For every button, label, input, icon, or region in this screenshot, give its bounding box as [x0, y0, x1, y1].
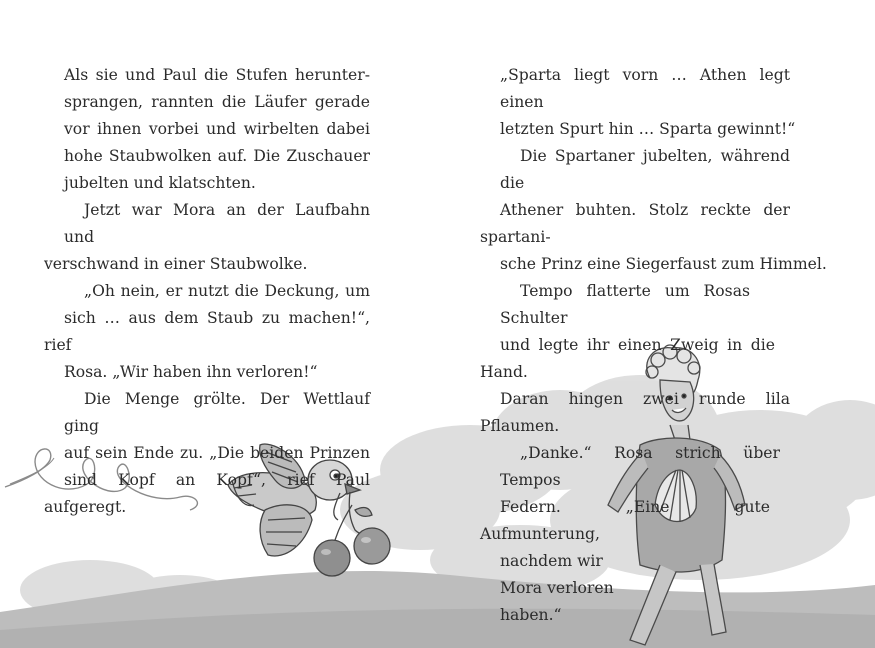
- text-line: sich … aus dem Staub zu machen!“, rief: [44, 309, 370, 354]
- text-line: Tempo flatterte um Rosas Schulter: [500, 282, 750, 327]
- text-line: Die Spartaner jubelten, während die: [500, 147, 790, 192]
- paragraph: [44, 197, 370, 278]
- text-line: „Danke.“ Rosa strich über Tempos: [500, 444, 780, 489]
- text-line: Federn. „Eine gute Aufmunterung,: [480, 498, 770, 543]
- text-line: haben.“: [500, 606, 562, 624]
- text-line: sprangen, rannten die Läufer gerade: [64, 93, 370, 111]
- text-line: auf sein Ende zu. „Die beiden Prinzen: [64, 444, 370, 462]
- paragraph: [44, 386, 370, 521]
- paragraph: [480, 143, 827, 278]
- paragraph: [480, 278, 790, 440]
- text-line: sind Kopf an Kopf“, rief Paul aufgeregt.: [44, 471, 370, 516]
- text-line: Jetzt war Mora an der Laufbahn und: [64, 201, 370, 246]
- text-line: „Oh nein, er nutzt die Deckung, um: [84, 282, 370, 300]
- text-line: hohe Staubwolken auf. Die Zuschauer: [64, 147, 370, 165]
- paragraph: [480, 440, 790, 629]
- text-line: Als sie und Paul die Stufen herunter-: [64, 66, 370, 84]
- text-line: vor ihnen vorbei und wirbelten dabei: [64, 120, 370, 138]
- paragraph: [44, 278, 370, 386]
- text-line: nachdem wir: [500, 552, 603, 570]
- text-line: Rosa. „Wir haben ihn verloren!“: [64, 363, 318, 381]
- right-column: [480, 62, 827, 629]
- left-column: [44, 62, 370, 521]
- text-line: jubelten und klatschten.: [64, 174, 256, 192]
- text-line: „Sparta liegt vorn … Athen legt einen: [500, 66, 790, 111]
- text-line: letzten Spurt hin … Sparta gewinnt!“: [500, 120, 796, 138]
- paragraph: [64, 62, 370, 197]
- paragraph: [500, 62, 796, 143]
- text-line: sche Prinz eine Siegerfaust zum Himmel.: [500, 255, 827, 273]
- text-line: Athener buhten. Stolz reckte der spartani-: [480, 201, 790, 246]
- text-line: und legte ihr einen Zweig in die Hand.: [480, 336, 775, 381]
- text-line: Mora verloren: [500, 579, 614, 597]
- text-line: Daran hingen zwei runde lila Pflaumen.: [480, 390, 790, 435]
- text-line: Die Menge grölte. Der Wettlauf ging: [64, 390, 370, 435]
- text-line: verschwand in einer Staubwolke.: [44, 255, 308, 273]
